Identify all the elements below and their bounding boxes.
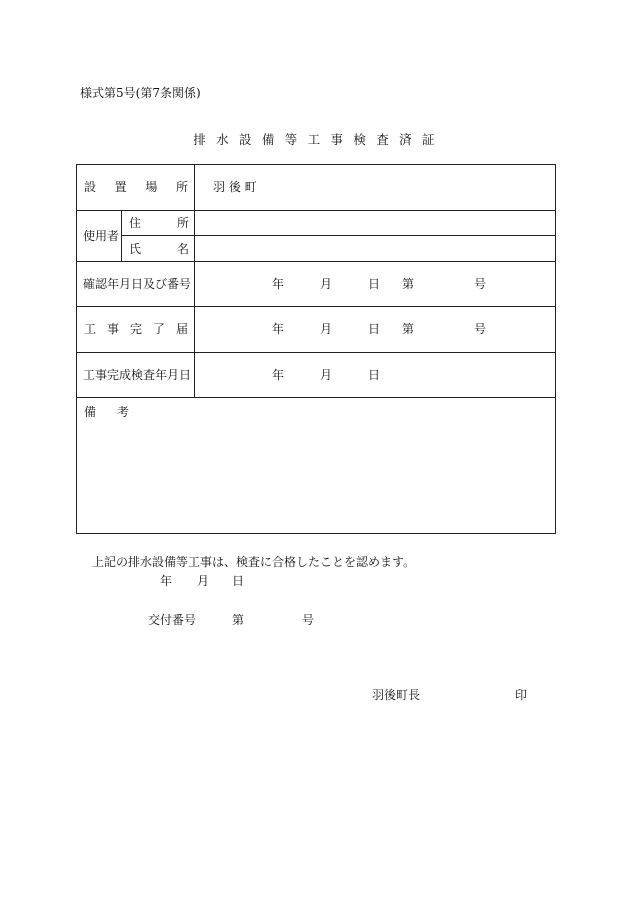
completion-year: 年: [272, 322, 285, 336]
location-label: [84, 180, 188, 194]
certification-statement: 上記の排水設備等工事は、検査に合格したことを認めます。: [92, 555, 416, 569]
issue-number-label: 交付番号: [148, 613, 197, 627]
location-value: 羽 後 町: [213, 180, 257, 194]
inspection-month: 月: [320, 368, 333, 382]
address-label-text: 住 所: [129, 216, 189, 230]
inspection-year: 年: [272, 368, 285, 382]
confirmation-year: 年: [272, 277, 285, 291]
form-number: 様式第5号(第7条関係): [80, 86, 201, 100]
name-field[interactable]: [196, 237, 554, 260]
confirmation-gou: 号: [474, 277, 487, 291]
seal-mark: 印: [515, 688, 528, 702]
completion-day: 日: [368, 322, 381, 336]
user-label: 使用者: [83, 229, 120, 243]
location-label-text: 設 置 場 所: [84, 180, 188, 194]
issue-date-month: 月: [197, 574, 210, 588]
issue-date-year: 年: [160, 574, 173, 588]
completion-gou: 号: [474, 322, 487, 336]
completion-month: 月: [320, 322, 333, 336]
document-title: 排 水 設 備 等 工 事 検 査 済 証: [193, 132, 437, 147]
completion-report-label-text: 工 事 完 了 届: [84, 322, 188, 336]
completion-report-label: [84, 322, 188, 336]
remarks-field[interactable]: [78, 420, 554, 532]
completion-dai: 第: [402, 322, 415, 336]
address-field[interactable]: [196, 212, 554, 234]
name-label: [129, 242, 189, 256]
mayor-title: 羽後町長: [372, 688, 421, 702]
confirmation-label: 確認年月日及び番号: [83, 277, 192, 291]
confirmation-month: 月: [320, 277, 333, 291]
issue-number-dai: 第: [232, 613, 245, 627]
remarks-label: [84, 405, 129, 419]
remarks-label-text: 備 考: [84, 405, 129, 419]
issue-date-day: 日: [232, 574, 245, 588]
confirmation-dai: 第: [402, 277, 415, 291]
confirmation-day: 日: [368, 277, 381, 291]
address-label: [129, 216, 189, 230]
name-label-text: 氏 名: [129, 242, 189, 256]
issue-number-gou: 号: [302, 613, 315, 627]
inspection-day: 日: [368, 368, 381, 382]
inspection-date-label: 工事完成検査年月日: [83, 368, 192, 382]
